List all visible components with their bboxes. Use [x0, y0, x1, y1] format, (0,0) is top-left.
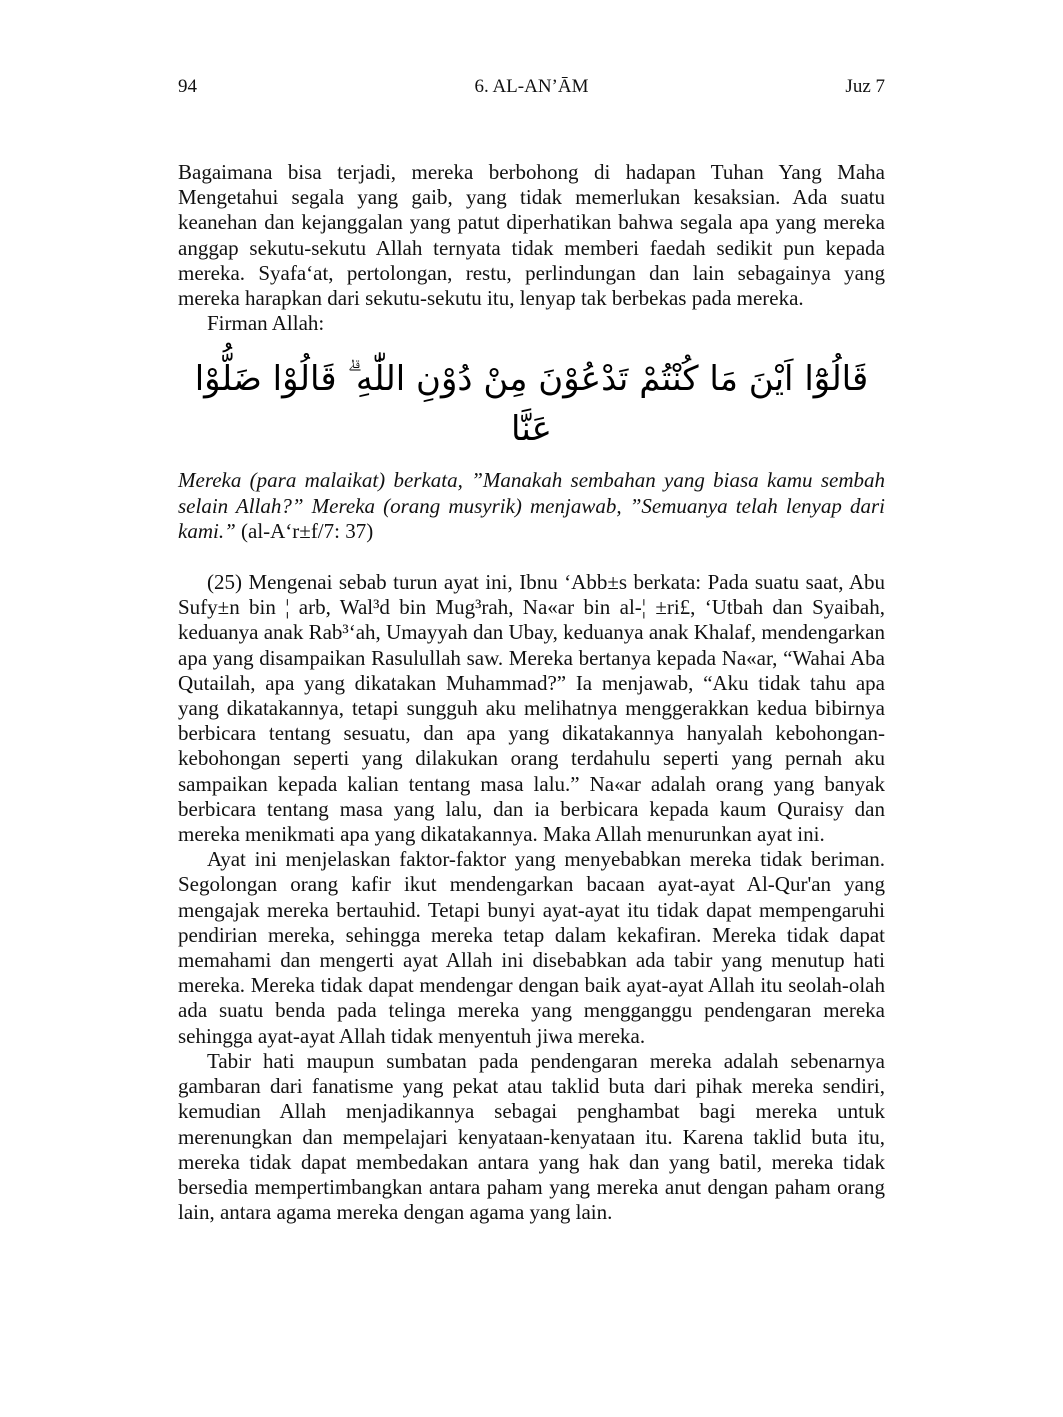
verse-citation: (al-A‘r±f/7: 37) [235, 518, 374, 543]
verse-translation [178, 468, 885, 544]
paragraph-1: Bagaimana bisa terjadi, mereka berbohong di hadapan Tuhan Yang Maha Mengetahui segala yang gaib, yang tidak memerlukan kesaksian. Ada suatu keanehan dan kejanggalan yang patut diperhatikan bahwa segala apa yang mereka anggap sekutu-sekutu Allah ternyata tidak memberi faedah sedikit pun kepada mereka. Syafa‘at, pertolongan, restu, perlindungan dan lain sebagainya yang mereka harapkan dari sekutu-sekutu itu, lenyap tak berbekas pada mereka. [178, 160, 885, 311]
page-number: 94 [178, 76, 197, 97]
arabic-verse: قَالُوْٓا اَيْنَ مَا كُنْتُمْ تَدْعُوْنَ مِنْ دُوْنِ اللّٰهِ ۗ قَالُوْا ضَلُّوْا عَنَّا [194, 359, 869, 450]
paragraph-4: Tabir hati maupun sumbatan pada pendengaran mereka adalah sebenarnya gambaran dari fanatisme yang pekat atau taklid buta dari pihak mereka sendiri, kemudian Allah menjadikannya sebagai penghambat bagi mereka untuk merenungkan dan mempelajari kenyataan-kenyataan itu. Karena taklid buta itu, mereka tidak dapat membedakan antara yang hak dan yang batil, mereka tidak bersedia mempertimbangkan antara paham yang mereka anut dengan paham orang lain, antara agama mereka dengan agama yang lain. [178, 1048, 885, 1225]
page-header [178, 76, 885, 102]
body-text [178, 160, 885, 1225]
paragraph-2: (25) Mengenai sebab turun ayat ini, Ibnu ‘Abb±s berkata: Pada suatu saat, Abu Sufy±n bin ¦ arb, Wal³d bin Mug³rah, Na«ar bin al-¦ ±ri£, ‘Utbah dan Syaibah, keduanya anak Rab³‘ah, Umayyah dan Ubay, keduanya anak Khalaf, mendengarkan apa yang disampaikan Rasulullah saw. Mereka bertanya kepada Na«ar, “Wahai Aba Qutailah, apa yang dikatakan Muhammad?” Ia menjawab, “Aku tidak tahu apa yang dikatakannya, tetapi sungguh aku melihatnya menggerakkan kedua bibirnya berbicara tentang sesuatu, dan apa yang dikatakannya hanyalah kebohongan-kebohongan seperti yang dilakukan orang terdahulu seperti yang pernah aku sampaikan kepada kalian tentang masa lalu.” Na«ar adalah orang yang banyak berbicara tentang masa yang lalu, dan ia berbicara kepada kaum Quraisy dan mereka menikmati apa yang dikatakannya. Maka Allah menurunkan ayat ini. [178, 570, 885, 847]
translation-text: Mereka (para malaikat) berkata, ”Manakah sembahan yang biasa kamu sembah selain Allah?” Mereka (orang musyrik) menjawab, ”Semuanya telah lenyap dari kami.” [178, 468, 885, 543]
section-gap [178, 544, 885, 570]
chapter-title: 6. AL-AN’ĀM [474, 76, 589, 97]
intro-line: Firman Allah: [207, 311, 325, 336]
paragraph-3: Ayat ini menjelaskan faktor-faktor yang menyebabkan mereka tidak beriman. Segolongan orang kafir ikut mendengarkan bacaan ayat-ayat Al-Qur'an yang mengajak mereka bertauhid. Tetapi bunyi ayat-ayat itu tidak dapat mempengaruhi pendirian mereka, sehingga mereka tetap dalam kekafiran. Mereka tidak dapat memahami dan mengerti ayat Allah ini disebabkan ada tabir yang menutup hati mereka. Mereka tidak dapat mendengar dengan baik ayat-ayat Allah itu seolah-olah ada suatu benda pada telinga mereka yang mengganggu pendengaran mereka sehingga ayat-ayat Allah tidak menyentuh jiwa mereka. [178, 847, 885, 1048]
juz-label: Juz 7 [845, 76, 885, 97]
